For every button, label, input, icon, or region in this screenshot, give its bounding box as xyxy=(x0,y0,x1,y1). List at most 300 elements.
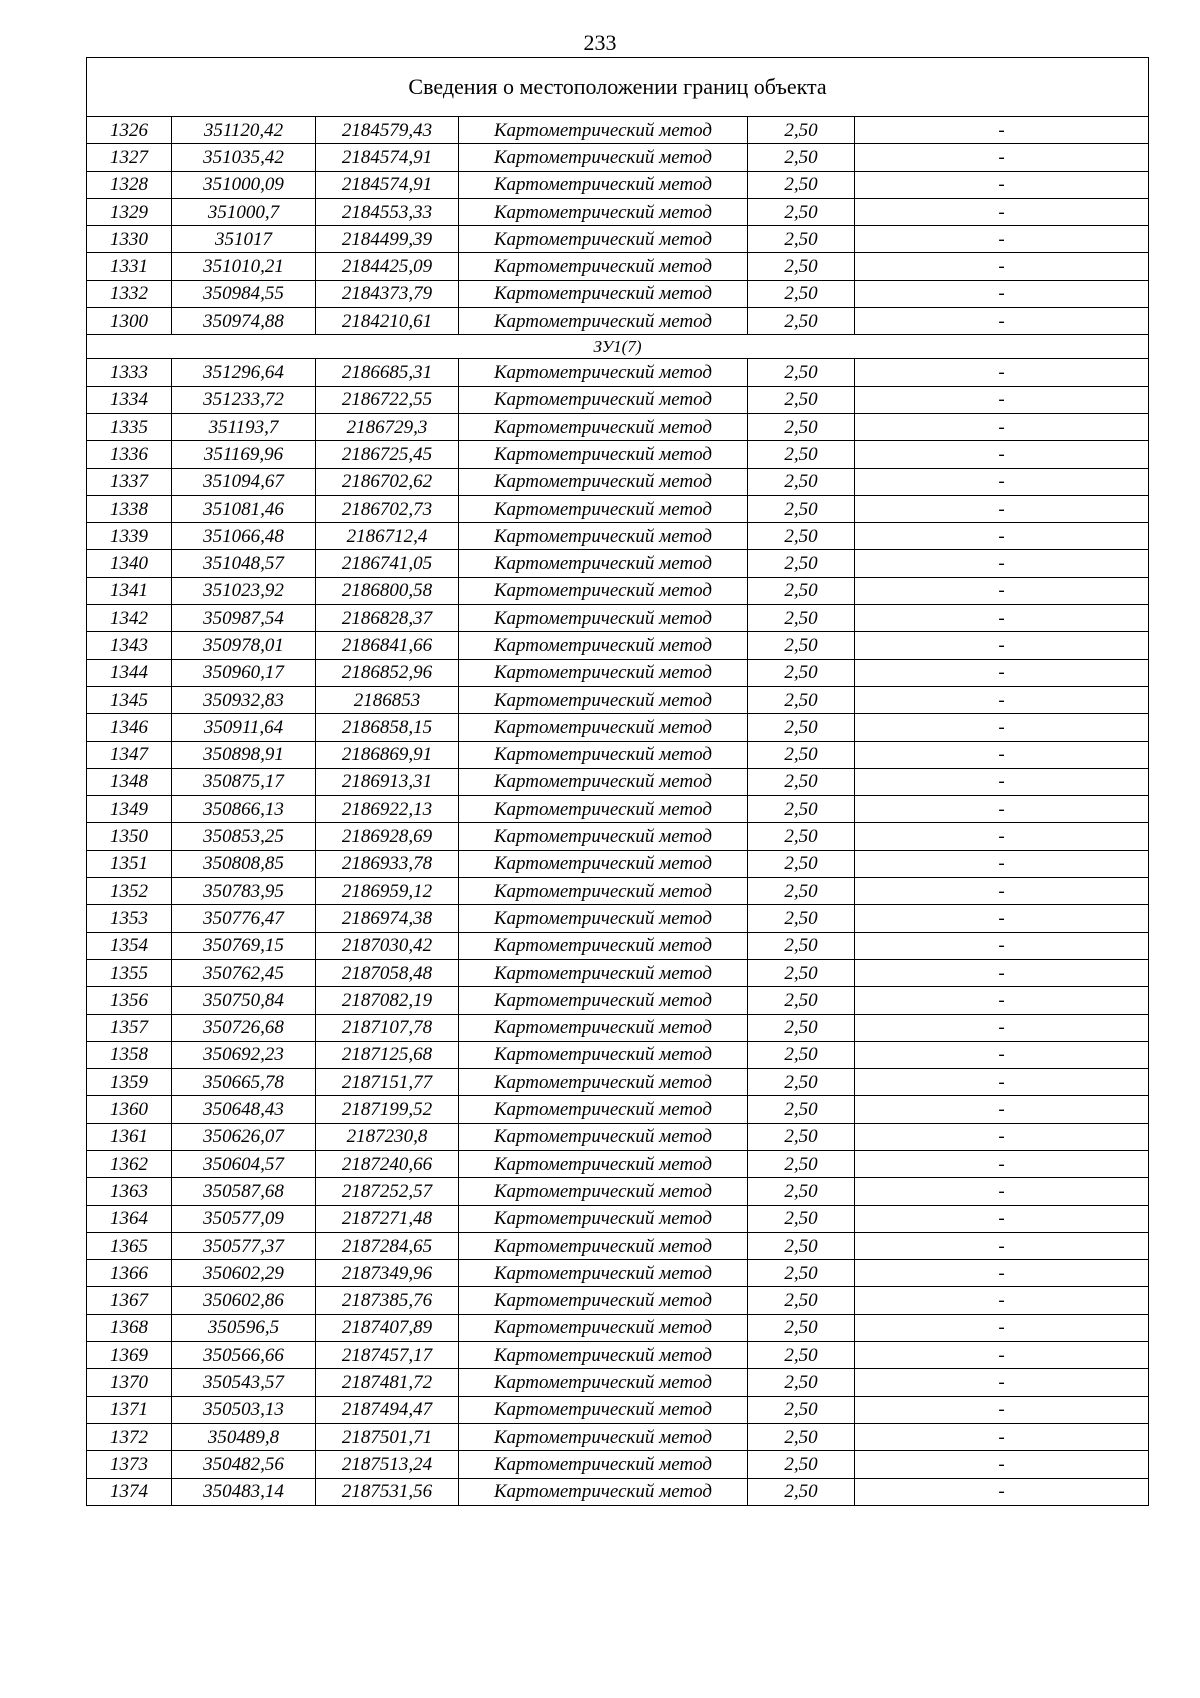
point-number: 1347 xyxy=(87,741,172,768)
accuracy-value: 2,50 xyxy=(748,495,855,522)
y-coordinate: 2186933,78 xyxy=(316,850,459,877)
determination-method: Картометрический метод xyxy=(459,905,748,932)
x-coordinate: 350692,23 xyxy=(172,1041,316,1068)
x-coordinate: 350489,8 xyxy=(172,1423,316,1450)
determination-method: Картометрический метод xyxy=(459,1287,748,1314)
point-number: 1331 xyxy=(87,253,172,280)
x-coordinate: 350665,78 xyxy=(172,1069,316,1096)
point-number: 1344 xyxy=(87,659,172,686)
x-coordinate: 350974,88 xyxy=(172,308,316,335)
point-number: 1373 xyxy=(87,1451,172,1478)
determination-method: Картометрический метод xyxy=(459,1232,748,1259)
point-number: 1351 xyxy=(87,850,172,877)
point-description: - xyxy=(855,632,1149,659)
determination-method: Картометрический метод xyxy=(459,1314,748,1341)
point-description: - xyxy=(855,280,1149,307)
determination-method: Картометрический метод xyxy=(459,659,748,686)
y-coordinate: 2187030,42 xyxy=(316,932,459,959)
point-number: 1340 xyxy=(87,550,172,577)
determination-method: Картометрический метод xyxy=(459,1396,748,1423)
accuracy-value: 2,50 xyxy=(748,632,855,659)
x-coordinate: 350587,68 xyxy=(172,1178,316,1205)
accuracy-value: 2,50 xyxy=(748,1478,855,1505)
x-coordinate: 350626,07 xyxy=(172,1123,316,1150)
point-number: 1335 xyxy=(87,413,172,440)
point-description: - xyxy=(855,171,1149,198)
x-coordinate: 351023,92 xyxy=(172,577,316,604)
point-number: 1356 xyxy=(87,987,172,1014)
determination-method: Картометрический метод xyxy=(459,359,748,386)
determination-method: Картометрический метод xyxy=(459,1423,748,1450)
point-number: 1348 xyxy=(87,768,172,795)
x-coordinate: 350783,95 xyxy=(172,878,316,905)
y-coordinate: 2186922,13 xyxy=(316,796,459,823)
determination-method: Картометрический метод xyxy=(459,386,748,413)
table-row xyxy=(87,1369,1149,1396)
table-row xyxy=(87,905,1149,932)
table-row xyxy=(87,959,1149,986)
y-coordinate: 2186725,45 xyxy=(316,441,459,468)
point-description: - xyxy=(855,1014,1149,1041)
point-number: 1363 xyxy=(87,1178,172,1205)
point-description: - xyxy=(855,1178,1149,1205)
point-number: 1367 xyxy=(87,1287,172,1314)
accuracy-value: 2,50 xyxy=(748,959,855,986)
point-description: - xyxy=(855,1096,1149,1123)
accuracy-value: 2,50 xyxy=(748,523,855,550)
x-coordinate: 351169,96 xyxy=(172,441,316,468)
boundary-coordinates-table xyxy=(86,57,1149,1506)
y-coordinate: 2186841,66 xyxy=(316,632,459,659)
point-description: - xyxy=(855,468,1149,495)
point-number: 1349 xyxy=(87,796,172,823)
accuracy-value: 2,50 xyxy=(748,1369,855,1396)
y-coordinate: 2187284,65 xyxy=(316,1232,459,1259)
point-number: 1342 xyxy=(87,605,172,632)
accuracy-value: 2,50 xyxy=(748,1314,855,1341)
determination-method: Картометрический метод xyxy=(459,1069,748,1096)
determination-method: Картометрический метод xyxy=(459,1478,748,1505)
table-row xyxy=(87,441,1149,468)
accuracy-value: 2,50 xyxy=(748,659,855,686)
x-coordinate: 350898,91 xyxy=(172,741,316,768)
x-coordinate: 351035,42 xyxy=(172,144,316,171)
point-description: - xyxy=(855,359,1149,386)
determination-method: Картометрический метод xyxy=(459,577,748,604)
point-description: - xyxy=(855,1478,1149,1505)
y-coordinate: 2187407,89 xyxy=(316,1314,459,1341)
point-description: - xyxy=(855,905,1149,932)
y-coordinate: 2186853 xyxy=(316,686,459,713)
accuracy-value: 2,50 xyxy=(748,741,855,768)
point-description: - xyxy=(855,987,1149,1014)
point-number: 1370 xyxy=(87,1369,172,1396)
point-description: - xyxy=(855,1287,1149,1314)
table-row xyxy=(87,550,1149,577)
point-number: 1338 xyxy=(87,495,172,522)
point-number: 1372 xyxy=(87,1423,172,1450)
point-description: - xyxy=(855,605,1149,632)
y-coordinate: 2187531,56 xyxy=(316,1478,459,1505)
point-description: - xyxy=(855,441,1149,468)
y-coordinate: 2186928,69 xyxy=(316,823,459,850)
accuracy-value: 2,50 xyxy=(748,1423,855,1450)
point-number: 1339 xyxy=(87,523,172,550)
table-row xyxy=(87,1096,1149,1123)
point-number: 1329 xyxy=(87,198,172,225)
accuracy-value: 2,50 xyxy=(748,253,855,280)
table-row xyxy=(87,171,1149,198)
point-description: - xyxy=(855,1260,1149,1287)
point-number: 1361 xyxy=(87,1123,172,1150)
y-coordinate: 2186741,05 xyxy=(316,550,459,577)
accuracy-value: 2,50 xyxy=(748,308,855,335)
point-number: 1326 xyxy=(87,117,172,144)
page-number: 233 xyxy=(583,30,617,55)
determination-method: Картометрический метод xyxy=(459,523,748,550)
x-coordinate: 351000,09 xyxy=(172,171,316,198)
table-row xyxy=(87,1069,1149,1096)
y-coordinate: 2187151,77 xyxy=(316,1069,459,1096)
section-header-row xyxy=(87,335,1149,359)
table-row xyxy=(87,1041,1149,1068)
point-number: 1346 xyxy=(87,714,172,741)
table-row xyxy=(87,796,1149,823)
determination-method: Картометрический метод xyxy=(459,468,748,495)
x-coordinate: 351094,67 xyxy=(172,468,316,495)
determination-method: Картометрический метод xyxy=(459,280,748,307)
determination-method: Картометрический метод xyxy=(459,226,748,253)
table-row xyxy=(87,714,1149,741)
y-coordinate: 2184574,91 xyxy=(316,171,459,198)
table-row xyxy=(87,605,1149,632)
accuracy-value: 2,50 xyxy=(748,1260,855,1287)
accuracy-value: 2,50 xyxy=(748,1451,855,1478)
table-row xyxy=(87,1287,1149,1314)
table-row xyxy=(87,1232,1149,1259)
point-description: - xyxy=(855,253,1149,280)
accuracy-value: 2,50 xyxy=(748,932,855,959)
point-number: 1359 xyxy=(87,1069,172,1096)
y-coordinate: 2187501,71 xyxy=(316,1423,459,1450)
point-number: 1353 xyxy=(87,905,172,932)
x-coordinate: 350648,43 xyxy=(172,1096,316,1123)
accuracy-value: 2,50 xyxy=(748,1014,855,1041)
point-number: 1336 xyxy=(87,441,172,468)
table-row xyxy=(87,577,1149,604)
point-number: 1364 xyxy=(87,1205,172,1232)
determination-method: Картометрический метод xyxy=(459,932,748,959)
accuracy-value: 2,50 xyxy=(748,768,855,795)
determination-method: Картометрический метод xyxy=(459,632,748,659)
table-row xyxy=(87,741,1149,768)
table-row xyxy=(87,686,1149,713)
table-row xyxy=(87,495,1149,522)
point-description: - xyxy=(855,741,1149,768)
y-coordinate: 2184373,79 xyxy=(316,280,459,307)
accuracy-value: 2,50 xyxy=(748,987,855,1014)
point-description: - xyxy=(855,117,1149,144)
y-coordinate: 2186685,31 xyxy=(316,359,459,386)
accuracy-value: 2,50 xyxy=(748,1205,855,1232)
y-coordinate: 2186729,3 xyxy=(316,413,459,440)
determination-method: Картометрический метод xyxy=(459,550,748,577)
point-description: - xyxy=(855,1150,1149,1177)
determination-method: Картометрический метод xyxy=(459,823,748,850)
accuracy-value: 2,50 xyxy=(748,386,855,413)
point-description: - xyxy=(855,1205,1149,1232)
y-coordinate: 2187125,68 xyxy=(316,1041,459,1068)
point-description: - xyxy=(855,823,1149,850)
table-row xyxy=(87,659,1149,686)
determination-method: Картометрический метод xyxy=(459,171,748,198)
accuracy-value: 2,50 xyxy=(748,878,855,905)
determination-method: Картометрический метод xyxy=(459,714,748,741)
y-coordinate: 2186712,4 xyxy=(316,523,459,550)
point-description: - xyxy=(855,386,1149,413)
table-title-row xyxy=(87,58,1149,117)
table-row xyxy=(87,850,1149,877)
table-row xyxy=(87,308,1149,335)
accuracy-value: 2,50 xyxy=(748,714,855,741)
point-number: 1341 xyxy=(87,577,172,604)
accuracy-value: 2,50 xyxy=(748,1096,855,1123)
determination-method: Картометрический метод xyxy=(459,1451,748,1478)
point-description: - xyxy=(855,1041,1149,1068)
point-number: 1332 xyxy=(87,280,172,307)
x-coordinate: 350577,37 xyxy=(172,1232,316,1259)
determination-method: Картометрический метод xyxy=(459,495,748,522)
determination-method: Картометрический метод xyxy=(459,413,748,440)
determination-method: Картометрический метод xyxy=(459,1041,748,1068)
y-coordinate: 2186828,37 xyxy=(316,605,459,632)
table-row xyxy=(87,386,1149,413)
y-coordinate: 2184579,43 xyxy=(316,117,459,144)
x-coordinate: 350543,57 xyxy=(172,1369,316,1396)
table-row xyxy=(87,1396,1149,1423)
y-coordinate: 2187513,24 xyxy=(316,1451,459,1478)
x-coordinate: 350978,01 xyxy=(172,632,316,659)
point-description: - xyxy=(855,878,1149,905)
point-number: 1327 xyxy=(87,144,172,171)
point-description: - xyxy=(855,796,1149,823)
x-coordinate: 350602,86 xyxy=(172,1287,316,1314)
x-coordinate: 351296,64 xyxy=(172,359,316,386)
accuracy-value: 2,50 xyxy=(748,1150,855,1177)
section-label: ЗУ1(7) xyxy=(87,335,1149,359)
table-row xyxy=(87,117,1149,144)
point-description: - xyxy=(855,495,1149,522)
table-row xyxy=(87,1342,1149,1369)
determination-method: Картометрический метод xyxy=(459,1014,748,1041)
point-number: 1330 xyxy=(87,226,172,253)
y-coordinate: 2187082,19 xyxy=(316,987,459,1014)
point-number: 1365 xyxy=(87,1232,172,1259)
y-coordinate: 2187252,57 xyxy=(316,1178,459,1205)
point-number: 1355 xyxy=(87,959,172,986)
accuracy-value: 2,50 xyxy=(748,171,855,198)
table-row xyxy=(87,523,1149,550)
accuracy-value: 2,50 xyxy=(748,198,855,225)
y-coordinate: 2187230,8 xyxy=(316,1123,459,1150)
determination-method: Картометрический метод xyxy=(459,605,748,632)
point-description: - xyxy=(855,1314,1149,1341)
table-row xyxy=(87,932,1149,959)
point-description: - xyxy=(855,523,1149,550)
determination-method: Картометрический метод xyxy=(459,1205,748,1232)
point-description: - xyxy=(855,686,1149,713)
point-description: - xyxy=(855,714,1149,741)
point-description: - xyxy=(855,144,1149,171)
x-coordinate: 351000,7 xyxy=(172,198,316,225)
x-coordinate: 351048,57 xyxy=(172,550,316,577)
x-coordinate: 350808,85 xyxy=(172,850,316,877)
y-coordinate: 2186702,62 xyxy=(316,468,459,495)
point-number: 1334 xyxy=(87,386,172,413)
point-number: 1369 xyxy=(87,1342,172,1369)
determination-method: Картометрический метод xyxy=(459,987,748,1014)
determination-method: Картометрический метод xyxy=(459,117,748,144)
determination-method: Картометрический метод xyxy=(459,308,748,335)
table-row xyxy=(87,1014,1149,1041)
y-coordinate: 2186869,91 xyxy=(316,741,459,768)
table-row xyxy=(87,1150,1149,1177)
table-row xyxy=(87,878,1149,905)
accuracy-value: 2,50 xyxy=(748,905,855,932)
table-row xyxy=(87,144,1149,171)
point-description: - xyxy=(855,1232,1149,1259)
x-coordinate: 350726,68 xyxy=(172,1014,316,1041)
x-coordinate: 351193,7 xyxy=(172,413,316,440)
accuracy-value: 2,50 xyxy=(748,1287,855,1314)
accuracy-value: 2,50 xyxy=(748,359,855,386)
determination-method: Картометрический метод xyxy=(459,741,748,768)
point-description: - xyxy=(855,932,1149,959)
y-coordinate: 2186852,96 xyxy=(316,659,459,686)
y-coordinate: 2184210,61 xyxy=(316,308,459,335)
point-number: 1358 xyxy=(87,1041,172,1068)
y-coordinate: 2186959,12 xyxy=(316,878,459,905)
x-coordinate: 350596,5 xyxy=(172,1314,316,1341)
table-row xyxy=(87,768,1149,795)
point-number: 1354 xyxy=(87,932,172,959)
table-row xyxy=(87,1451,1149,1478)
table-title: Сведения о местоположении границ объекта xyxy=(87,58,1149,117)
point-number: 1345 xyxy=(87,686,172,713)
table-row xyxy=(87,468,1149,495)
accuracy-value: 2,50 xyxy=(748,1232,855,1259)
y-coordinate: 2187271,48 xyxy=(316,1205,459,1232)
x-coordinate: 350875,17 xyxy=(172,768,316,795)
point-number: 1362 xyxy=(87,1150,172,1177)
y-coordinate: 2187481,72 xyxy=(316,1369,459,1396)
point-number: 1374 xyxy=(87,1478,172,1505)
y-coordinate: 2186800,58 xyxy=(316,577,459,604)
y-coordinate: 2187058,48 xyxy=(316,959,459,986)
point-description: - xyxy=(855,1069,1149,1096)
point-description: - xyxy=(855,1396,1149,1423)
y-coordinate: 2184574,91 xyxy=(316,144,459,171)
point-number: 1360 xyxy=(87,1096,172,1123)
table-row xyxy=(87,987,1149,1014)
x-coordinate: 350602,29 xyxy=(172,1260,316,1287)
table-row xyxy=(87,1205,1149,1232)
x-coordinate: 350984,55 xyxy=(172,280,316,307)
determination-method: Картометрический метод xyxy=(459,850,748,877)
table-row xyxy=(87,253,1149,280)
accuracy-value: 2,50 xyxy=(748,796,855,823)
point-number: 1337 xyxy=(87,468,172,495)
determination-method: Картометрический метод xyxy=(459,1178,748,1205)
y-coordinate: 2184425,09 xyxy=(316,253,459,280)
y-coordinate: 2186722,55 xyxy=(316,386,459,413)
point-number: 1300 xyxy=(87,308,172,335)
point-description: - xyxy=(855,959,1149,986)
accuracy-value: 2,50 xyxy=(748,605,855,632)
y-coordinate: 2187385,76 xyxy=(316,1287,459,1314)
accuracy-value: 2,50 xyxy=(748,280,855,307)
x-coordinate: 350483,14 xyxy=(172,1478,316,1505)
determination-method: Картометрический метод xyxy=(459,1342,748,1369)
point-number: 1350 xyxy=(87,823,172,850)
point-description: - xyxy=(855,226,1149,253)
accuracy-value: 2,50 xyxy=(748,550,855,577)
point-number: 1368 xyxy=(87,1314,172,1341)
determination-method: Картометрический метод xyxy=(459,796,748,823)
y-coordinate: 2187457,17 xyxy=(316,1342,459,1369)
determination-method: Картометрический метод xyxy=(459,1123,748,1150)
table-row xyxy=(87,1178,1149,1205)
accuracy-value: 2,50 xyxy=(748,1396,855,1423)
accuracy-value: 2,50 xyxy=(748,226,855,253)
point-number: 1333 xyxy=(87,359,172,386)
y-coordinate: 2187494,47 xyxy=(316,1396,459,1423)
determination-method: Картометрический метод xyxy=(459,686,748,713)
accuracy-value: 2,50 xyxy=(748,1041,855,1068)
x-coordinate: 350776,47 xyxy=(172,905,316,932)
accuracy-value: 2,50 xyxy=(748,823,855,850)
determination-method: Картометрический метод xyxy=(459,1260,748,1287)
point-description: - xyxy=(855,1369,1149,1396)
accuracy-value: 2,50 xyxy=(748,1123,855,1150)
x-coordinate: 350566,66 xyxy=(172,1342,316,1369)
x-coordinate: 351081,46 xyxy=(172,495,316,522)
table-row xyxy=(87,1123,1149,1150)
x-coordinate: 350987,54 xyxy=(172,605,316,632)
determination-method: Картометрический метод xyxy=(459,198,748,225)
point-description: - xyxy=(855,550,1149,577)
point-number: 1357 xyxy=(87,1014,172,1041)
accuracy-value: 2,50 xyxy=(748,144,855,171)
accuracy-value: 2,50 xyxy=(748,1178,855,1205)
determination-method: Картометрический метод xyxy=(459,441,748,468)
y-coordinate: 2187107,78 xyxy=(316,1014,459,1041)
table-row xyxy=(87,632,1149,659)
y-coordinate: 2186974,38 xyxy=(316,905,459,932)
table-row xyxy=(87,359,1149,386)
accuracy-value: 2,50 xyxy=(748,468,855,495)
y-coordinate: 2187349,96 xyxy=(316,1260,459,1287)
table-row xyxy=(87,1314,1149,1341)
accuracy-value: 2,50 xyxy=(748,850,855,877)
table-row xyxy=(87,1423,1149,1450)
x-coordinate: 351233,72 xyxy=(172,386,316,413)
point-number: 1343 xyxy=(87,632,172,659)
accuracy-value: 2,50 xyxy=(748,686,855,713)
point-description: - xyxy=(855,768,1149,795)
point-description: - xyxy=(855,577,1149,604)
table-row xyxy=(87,823,1149,850)
